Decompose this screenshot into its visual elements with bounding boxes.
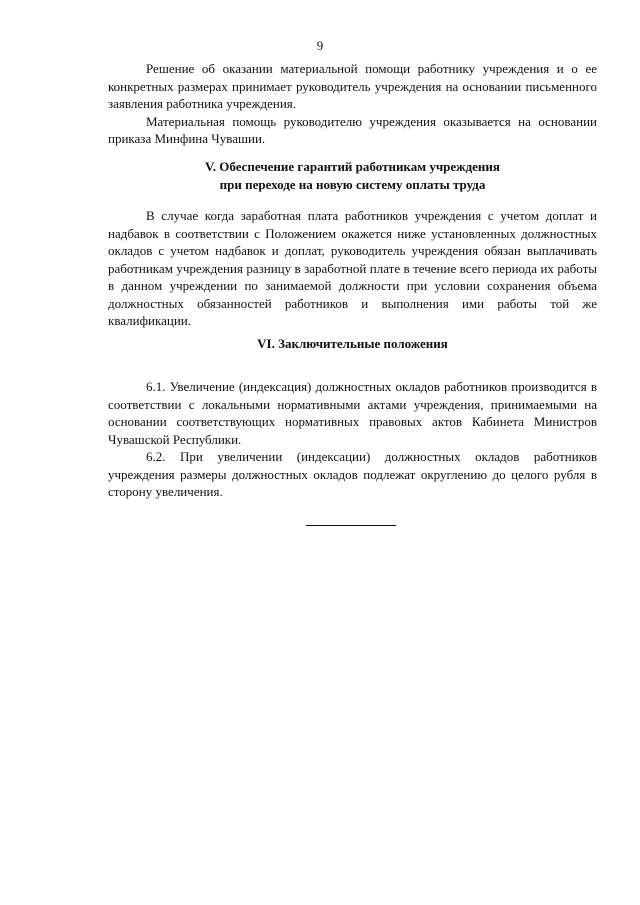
paragraph: Решение об оказании материальной помощи работнику учреждения и о ее конкретных размерах принимает руководитель учреждения на основании письменного заявления работника учреждения. <box>108 61 597 111</box>
page-number: 9 <box>316 38 324 53</box>
section-5-heading <box>108 158 597 193</box>
section-5-body <box>108 207 597 330</box>
paragraph: 6.2. При увеличении (индексации) должностных окладов работников учреждения размеры должностных окладов подлежат округлению до целого рубля в сторону увеличения. <box>108 449 597 499</box>
paragraph: 6.1. Увеличение (индексация) должностных окладов работников производится в соответствии с локальными нормативными актами учреждения, принимаемыми на основании соответствующих нормативных правовых актов Кабинета Министров Чувашской Республики. <box>108 379 597 447</box>
material-aid-block <box>108 60 597 148</box>
section-6-heading: VI. Заключительные положения <box>257 336 448 351</box>
paragraph: Материальная помощь руководителю учреждения оказывается на основании приказа Минфина Чувашии. <box>108 113 597 146</box>
section-5-heading-line: V. Обеспечение гарантий работникам учреждения <box>205 159 500 174</box>
section-5-heading-line: при переходе на новую систему оплаты труда <box>219 176 486 192</box>
paragraph: В случае когда заработная плата работников учреждения с учетом доплат и надбавок в соответствии с Положением окажется ниже установленных должностных окладов с учетом надбавок и доплат, руководитель учреждения обязан выплачивать работникам учреждения разницу в заработной плате в течение всего периода их работы в данном учреждении по занимаемой должности при условии сохранения объема должностных обязанностей работников и выполнения ими работы той же квалификации. <box>108 208 597 328</box>
section-6-body <box>108 378 597 501</box>
end-rule <box>306 525 396 526</box>
